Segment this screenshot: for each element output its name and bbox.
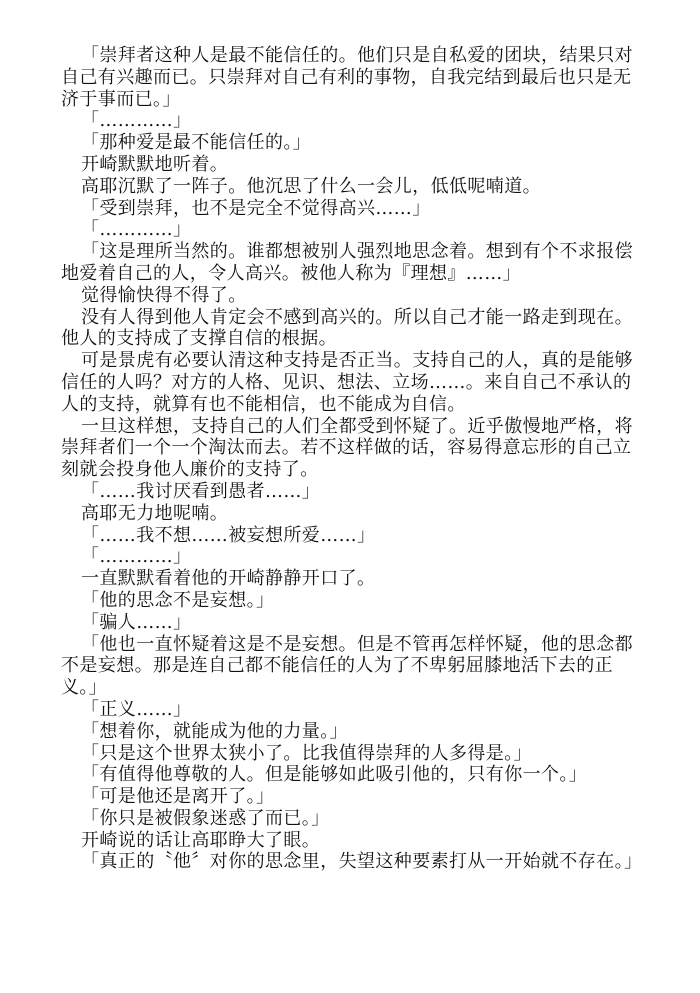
paragraph: 「有值得他尊敬的人。但是能够如此吸引他的，只有你一个。」: [81, 764, 588, 786]
paragraph: 「……我讨厌看到愚者……」: [81, 480, 321, 502]
paragraph: 高耶沉默了一阵子。他沉思了什么一会儿，低低呢喃道。: [81, 175, 541, 197]
paragraph: 「正义……」: [81, 698, 192, 720]
paragraph: 开崎说的话让高耶睁大了眼。: [81, 829, 321, 851]
paragraph: 高耶无力地呢喃。: [81, 502, 229, 524]
paragraph: 可是景虎有必要认清这种支持是否正当。支持自己的人，真的是能够信任的人吗？对方的人格、见识、想法、立场……。来自自己不承认的人的支持，就算有也不能相信，也不能成为自信。: [61, 350, 633, 415]
paragraph: 「…………」: [81, 546, 192, 568]
paragraph: 开崎默默地听着。: [81, 153, 229, 175]
text-body: [61, 45, 643, 873]
paragraph: 「那种爱是最不能信任的。」: [81, 132, 312, 154]
paragraph: 「只是这个世界太狭小了。比我值得崇拜的人多得是。」: [81, 742, 532, 764]
paragraph: 「想着你，就能成为他的力量。」: [81, 720, 348, 742]
paragraph: 没有人得到他人肯定会不感到高兴的。所以自己才能一路走到现在。他人的支持成了支撑自信的根据。: [61, 306, 633, 350]
paragraph: 「崇拜者这种人是最不能信任的。他们只是自私爱的团块，结果只对自己有兴趣而已。只崇拜对自己有利的事物，自我完结到最后也只是无济于事而已。」: [61, 45, 633, 110]
paragraph: 「他也一直怀疑着这是不是妄想。但是不管再怎样怀疑，他的思念都不是妄想。那是连自己都不能信任的人为了不卑躬屈膝地活下去的正义。」: [61, 633, 633, 699]
paragraph: 「……我不想……被妄想所爱……」: [81, 524, 376, 546]
paragraph: 「骗人……」: [81, 611, 192, 633]
paragraph: 「这是理所当然的。谁都想被别人强烈地思念着。想到有个不求报偿地爱着自己的人，令人高兴。被他人称为『理想』……」: [61, 241, 633, 284]
paragraph: 「可是他还是离开了。」: [81, 786, 275, 808]
paragraph: 「…………」: [81, 110, 192, 132]
paragraph: 一旦这样想，支持自己的人们全都受到怀疑了。近乎傲慢地严格，将崇拜者们一个一个淘汰而去。若不这样做的话，容易得意忘形的自己立刻就会投身他人廉价的支持了。: [61, 415, 633, 481]
paragraph: 「你只是被假象迷惑了而已。」: [81, 807, 330, 829]
paragraph: 觉得愉快得不得了。: [81, 284, 247, 306]
paragraph: 「真正的〝他〞对你的思念里，失望这种要素打从一开始就不存在。」: [81, 851, 643, 873]
paragraph: 「受到崇拜，也不是完全不觉得高兴……」: [81, 197, 431, 219]
paragraph: 一直默默看着他的开崎静静开口了。: [81, 568, 376, 590]
paragraph: 「…………」: [81, 219, 192, 241]
paragraph: 「他的思念不是妄想。」: [81, 589, 275, 611]
